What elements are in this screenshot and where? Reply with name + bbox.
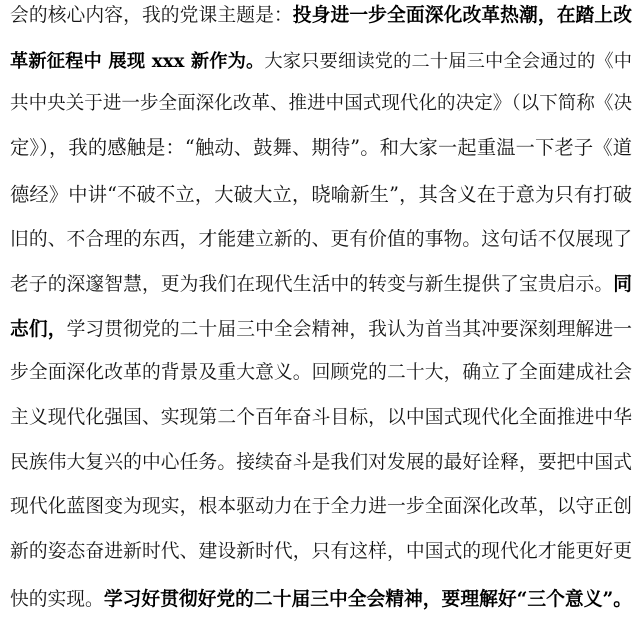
text-line	[10, 272, 632, 296]
text-run: 会的核心内容，我的党课主题是：	[10, 5, 293, 26]
text-line	[10, 495, 632, 519]
text-run: 德经》中讲“不破不立，大破大立，晓喻新生”，其含义在于意为只有打破	[10, 183, 632, 206]
text-line	[10, 406, 632, 430]
text-line	[10, 136, 632, 160]
text-line	[10, 50, 632, 74]
text-run: 学习贯彻党的二十届三中全会精神，我认为首当其冲要深刻理解进一	[66, 319, 632, 340]
text-run: 定》），我的感触是：“触动、鼓舞、期待”。和大家一起重温一下老子《道	[10, 136, 632, 159]
text-line	[10, 228, 632, 252]
text-run: 旧的、不合理的东西，才能建立新的、更有价值的事物。这句话不仅展现了	[10, 229, 632, 250]
text-line	[10, 540, 632, 564]
text-run: 新的姿态奋进新时代、建设新时代，只有这样，中国式的现代化才能更好更	[10, 541, 632, 562]
text-line	[10, 361, 632, 385]
text-run: 步全面深化改革的背景及重大意义。回顾党的二十大，确立了全面建成社会	[10, 362, 632, 383]
text-line	[10, 587, 632, 611]
text-run: 民族伟大复兴的中心任务。接续奋斗是我们对发展的最好诠释，要把中国式	[10, 452, 632, 473]
text-run: 大家只要细读党的二十届三中全会通过的《中	[264, 51, 632, 72]
bold-text-run: 学习好贯彻好党的二十届三中全会精神，要理解好“三个意义”。	[103, 588, 632, 610]
text-line	[10, 3, 632, 27]
text-run: 共中央关于进一步全面深化改革、推进中国式现代化的决定》（以下简称《决	[10, 93, 632, 114]
text-run: 老子的深邃智慧，更为我们在现代生活中的转变与新生提供了宝贵启示。	[10, 274, 614, 295]
bold-text-run: 革新征程中 展现 xxx 新作为。	[10, 51, 265, 72]
bold-text-run: 投身进一步全面深化改革热潮，在踏上改	[292, 4, 632, 26]
text-line	[10, 92, 632, 116]
text-run: 现代化蓝图变为现实，根本驱动力在于全力进一步全面深化改革，以守正创	[10, 496, 632, 517]
bold-text-run: 同	[613, 273, 632, 295]
text-line	[10, 317, 632, 341]
text-run: 快的实现。	[10, 589, 104, 610]
text-run: 主义现代化强国、实现第二个百年奋斗目标，以中国式现代化全面推进中华	[10, 407, 632, 428]
bold-text-run: 志们，	[10, 318, 67, 340]
text-line	[10, 451, 632, 475]
text-line	[10, 183, 632, 207]
